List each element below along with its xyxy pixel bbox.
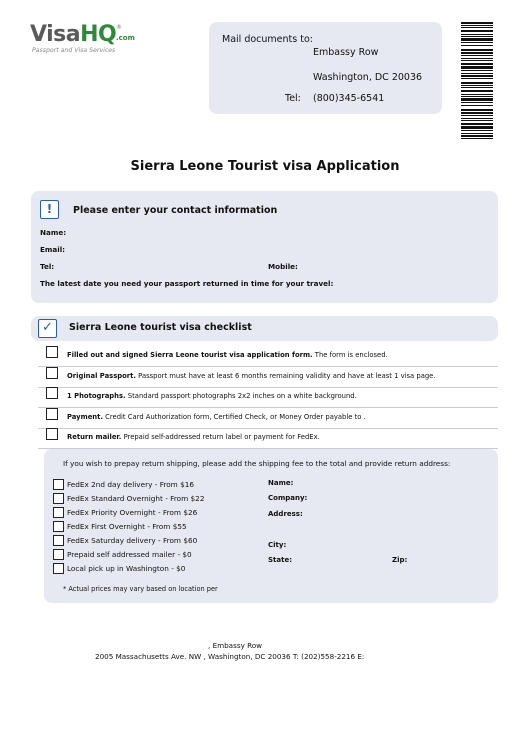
mail-tel-label: Tel:: [285, 93, 301, 104]
ship-name-label[interactable]: Name:: [268, 479, 294, 487]
checklist-header: [31, 316, 498, 341]
checklist-checkbox[interactable]: [46, 387, 58, 399]
shipping-checkbox[interactable]: [53, 549, 64, 560]
shipping-intro: If you wish to prepay return shipping, please add the shipping fee to the total and provide return address:: [63, 459, 451, 468]
checklist-item-title: Payment.: [67, 413, 103, 421]
visahq-logo: [30, 22, 150, 62]
checklist-item-text: Passport must have at least 6 months remaining validity and have at least 1 visa page.: [135, 372, 436, 380]
shipping-option-label: Local pick up in Washington - $0: [67, 564, 186, 573]
tel-field-label[interactable]: Tel:: [40, 262, 55, 271]
checklist-item-text: The form is enclosed.: [312, 351, 388, 359]
shipping-option-label: FedEx Saturday delivery - From $60: [67, 536, 198, 545]
shipping-option-label: FedEx 2nd day delivery - From $16: [67, 480, 195, 489]
return-date-field-label[interactable]: The latest date you need your passport returned in time for your travel:: [40, 279, 334, 288]
email-field-label[interactable]: Email:: [40, 245, 66, 254]
checklist-item-title: Original Passport.: [67, 372, 136, 380]
footer-line2: 2005 Massachusetts Ave. NW , Washington, DC 20036 T: (202)558-2216 E:: [95, 652, 365, 661]
checklist-item: [38, 386, 498, 408]
checklist-item: [38, 407, 498, 429]
ship-address-label[interactable]: Address:: [268, 510, 303, 518]
logo-registered: ®: [116, 24, 122, 31]
info-icon: !: [40, 200, 59, 219]
checklist-item-title: 1 Photographs.: [67, 392, 126, 400]
return-shipping-section: [44, 449, 498, 603]
mobile-field-label[interactable]: Mobile:: [268, 262, 298, 271]
shipping-checkbox[interactable]: [53, 563, 64, 574]
mail-address-line2: Washington, DC 20036: [313, 72, 423, 83]
logo-tagline: Passport and Visa Services: [32, 47, 116, 54]
shipping-checkbox[interactable]: [53, 479, 64, 490]
page-title: Sierra Leone Tourist visa Application: [130, 159, 400, 174]
ship-state-label[interactable]: State:: [268, 556, 293, 564]
shipping-checkbox[interactable]: [53, 521, 64, 532]
shipping-option-label: FedEx First Overnight - From $55: [67, 522, 187, 531]
contact-info-section: [31, 191, 498, 303]
shipping-checkbox[interactable]: [53, 535, 64, 546]
checklist-checkbox[interactable]: [46, 346, 58, 358]
shipping-option-label: FedEx Standard Overnight - From $22: [67, 494, 205, 503]
checklist-checkbox[interactable]: [46, 428, 58, 440]
shipping-option-label: Prepaid self addressed mailer - $0: [67, 550, 192, 559]
ship-zip-label[interactable]: Zip:: [392, 556, 408, 564]
shipping-price-note: * Actual prices may vary based on location per: [63, 585, 218, 593]
shipping-checkbox[interactable]: [53, 507, 64, 518]
checklist-item: [38, 427, 498, 449]
shipping-option-label: FedEx Priority Overnight - From $26: [67, 508, 198, 517]
checklist-checkbox[interactable]: [46, 408, 58, 420]
contact-heading: Please enter your contact information: [73, 205, 278, 216]
checklist-heading: Sierra Leone tourist visa checklist: [69, 322, 252, 333]
checklist-item-text: Credit Card Authorization form, Certified Check, or Money Order payable to .: [102, 413, 366, 421]
ship-company-label[interactable]: Company:: [268, 494, 308, 502]
checkmark-icon: ✓: [38, 319, 57, 338]
barcode-icon: [461, 22, 493, 142]
logo-brand-b: HQ: [80, 22, 117, 47]
mail-address-line1: Embassy Row: [313, 47, 379, 58]
mail-label: Mail documents to:: [222, 34, 313, 45]
footer-line1: , Embassy Row: [208, 641, 263, 650]
name-field-label[interactable]: Name:: [40, 228, 67, 237]
checklist-item-text: Prepaid self-addressed return label or payment for FedEx.: [121, 433, 320, 441]
logo-dotcom: .com: [116, 34, 135, 42]
ship-city-label[interactable]: City:: [268, 541, 287, 549]
checklist-item-title: Filled out and signed Sierra Leone tourist visa application form.: [67, 351, 313, 359]
checklist-item-text: Standard passport photographs 2x2 inches on a white background.: [125, 392, 357, 400]
mail-documents-box: [209, 22, 442, 114]
checklist-item-title: Return mailer.: [67, 433, 122, 441]
checklist-item: [38, 366, 498, 388]
logo-brand-a: Visa: [30, 22, 81, 47]
mail-tel-value: (800)345-6541: [313, 93, 385, 104]
checklist-checkbox[interactable]: [46, 367, 58, 379]
checklist-item: [38, 345, 498, 367]
shipping-checkbox[interactable]: [53, 493, 64, 504]
